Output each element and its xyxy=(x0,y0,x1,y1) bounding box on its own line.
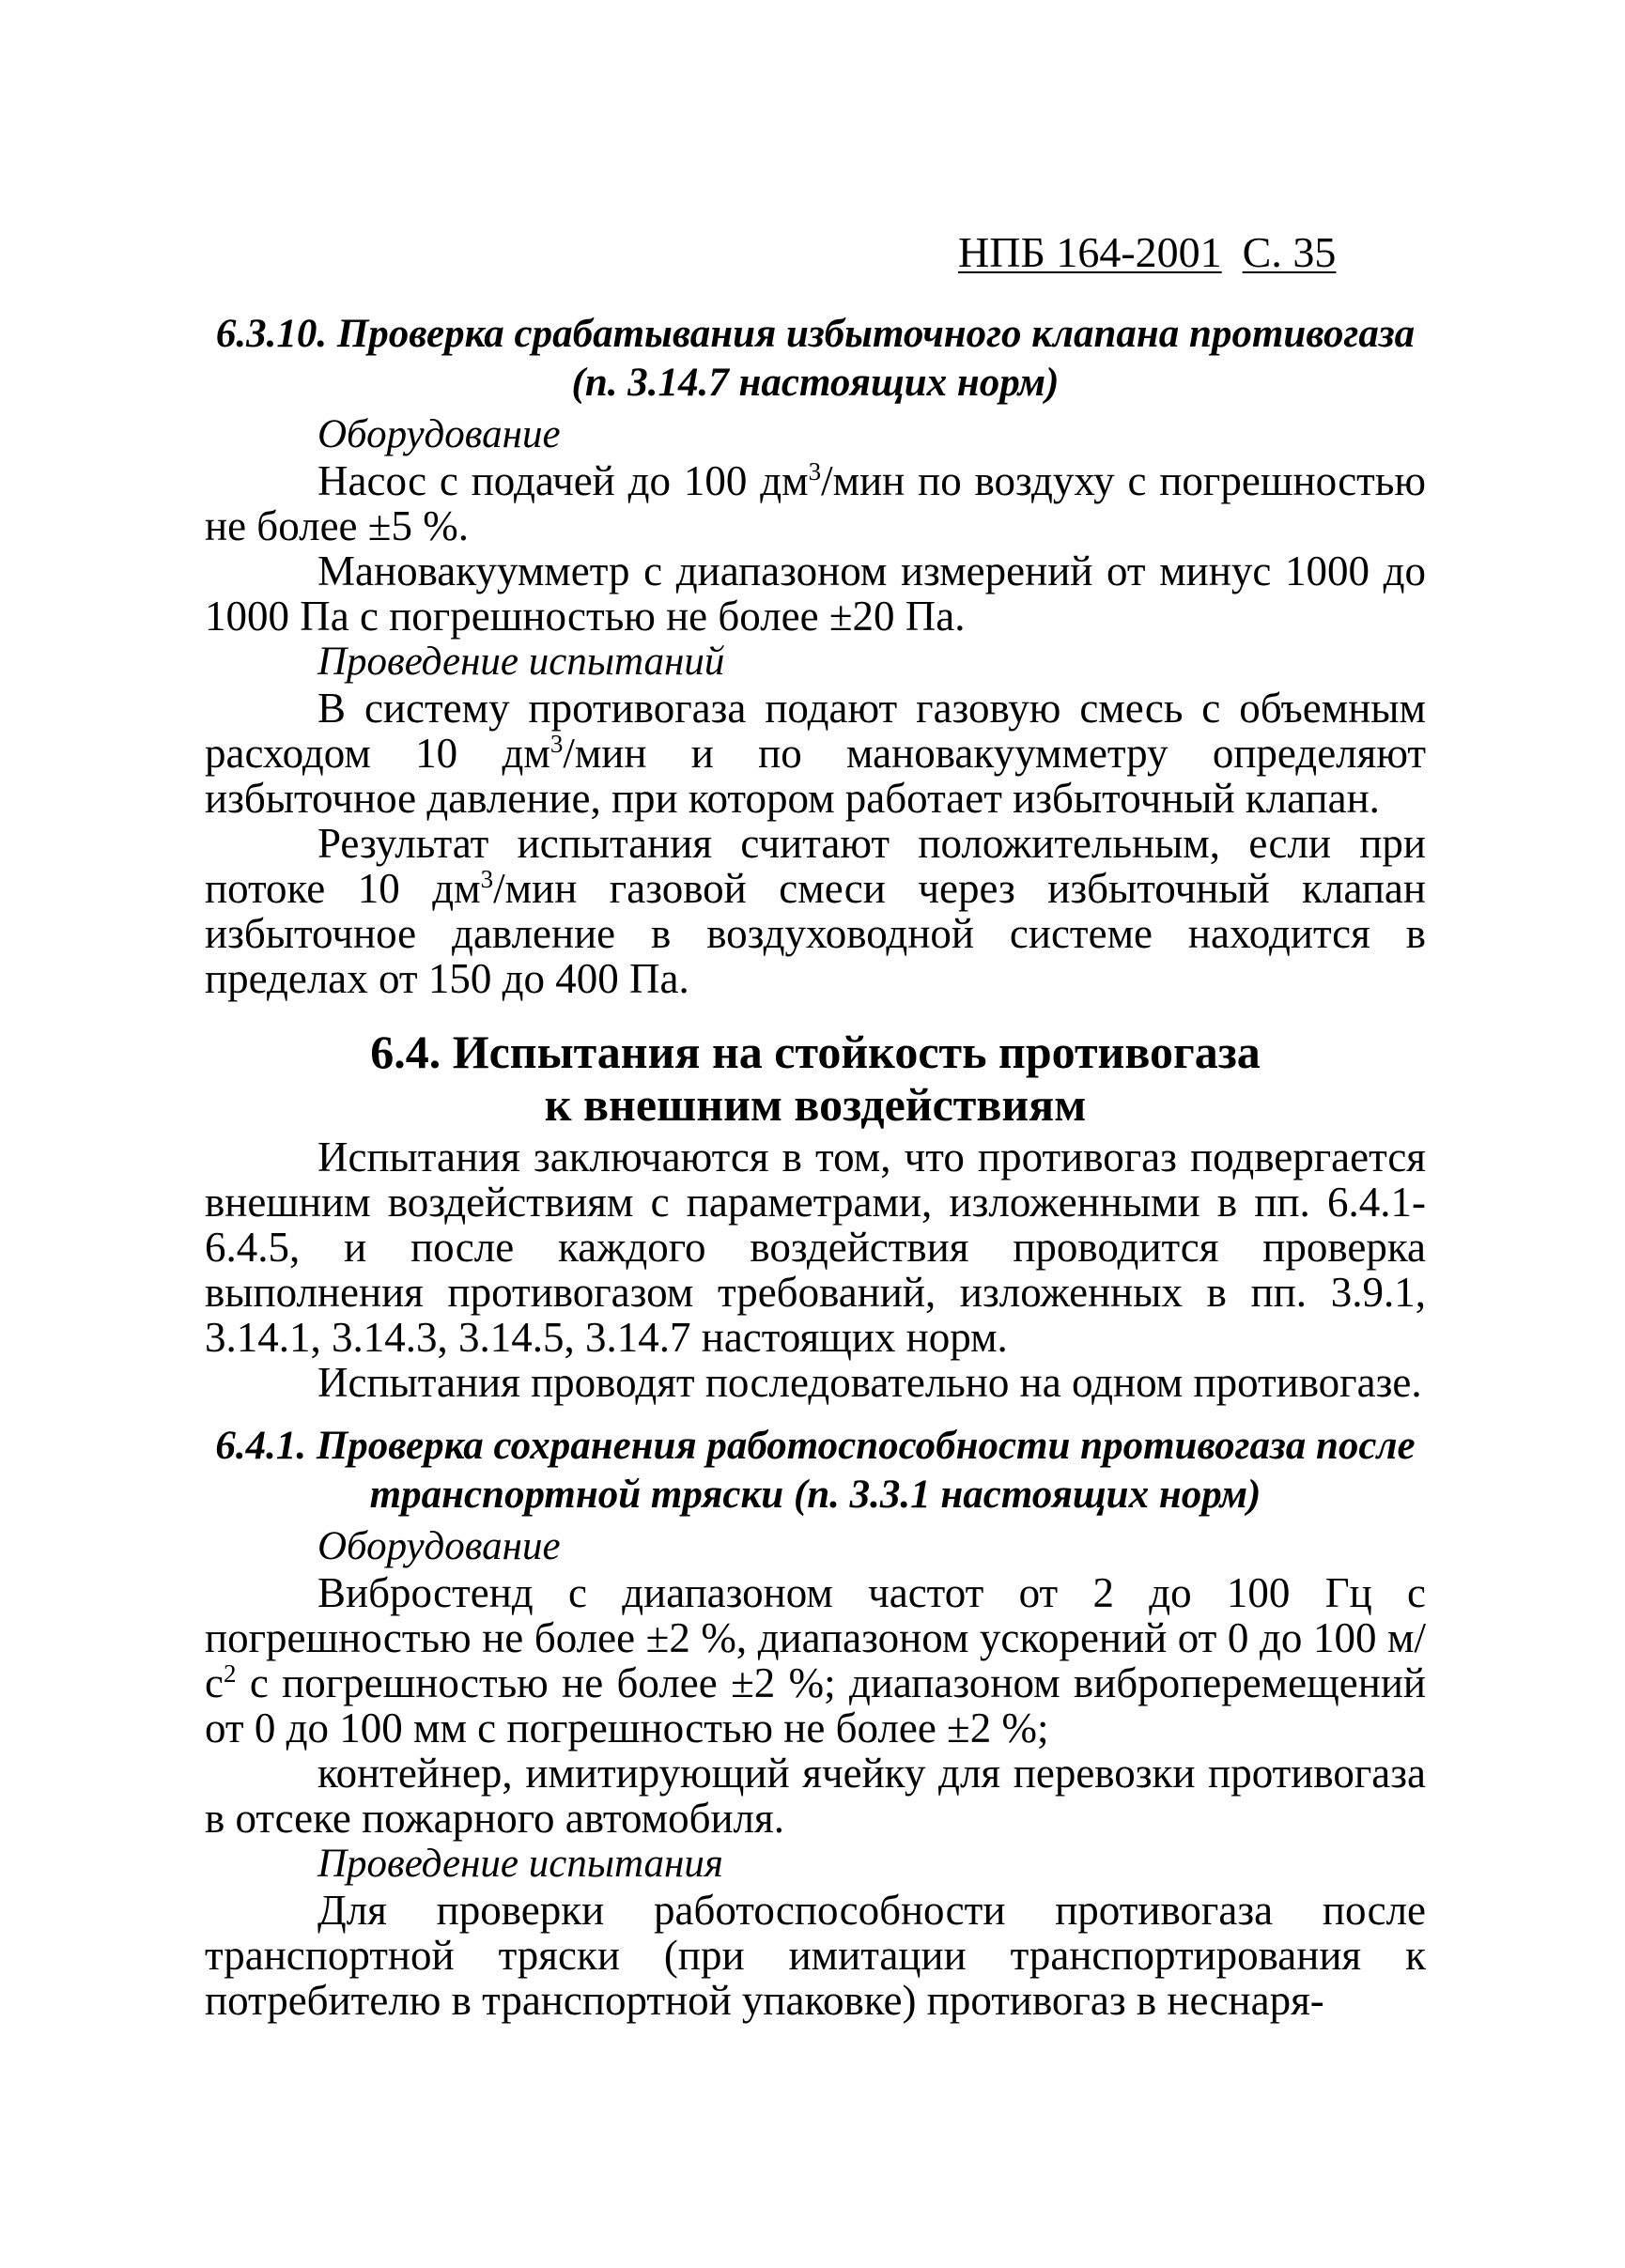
paragraph: Испытания проводят последовательно на одном противогазе. xyxy=(317,1359,1422,1406)
equipment-label: Оборудование xyxy=(317,412,561,456)
paragraph-text: с погрешностью не более ±2 %; диапазоном виброперемещений от 0 до 100 мм с погрешностью не более ±2 %; xyxy=(205,1659,1426,1751)
section-heading-line: 6.3.10. Проверка срабатывания избыточного клапана противогаза xyxy=(215,312,1416,356)
section-heading-line: 6.4.1. Проверка сохранения работоспособности противогаза после xyxy=(215,1424,1416,1468)
superscript: 3 xyxy=(549,730,564,758)
paragraph: контейнер, имитирующий ячейку для перевозки противогаза в отсеке пожарного автомобиля. xyxy=(205,1750,1426,1842)
section-heading-line: к внешним воздействиям xyxy=(544,1078,1087,1131)
paragraph xyxy=(205,686,1426,821)
paragraph: Для проверки работоспособности противогаза после транспортной тряски (при имитации транспортирования к потребителю в транспортной упаковке) противогаз в неснаря- xyxy=(205,1887,1426,2024)
document-code: НПБ 164-2001 xyxy=(958,228,1222,276)
paragraph-text: /мин по воздуху с погрешностью не более ±5 %. xyxy=(205,457,1426,549)
paragraph: Мановакуумметр с диапазоном измерений от минус 1000 до 1000 Па с погрешностью не более ±20 Па. xyxy=(205,548,1426,640)
paragraph-text: Насос с подачей до 100 дм xyxy=(317,457,809,504)
section-heading xyxy=(205,310,1426,408)
paragraph xyxy=(205,1570,1426,1751)
equipment-label: Оборудование xyxy=(317,1524,561,1568)
page-number: С. 35 xyxy=(1242,228,1337,276)
paragraph xyxy=(205,821,1426,1001)
paragraph xyxy=(205,458,1426,548)
paragraph-text: Вибростенд с диапазоном частот от 2 до 100 Гц с погрешностью не более ±2 %, диапазоном ускорений от 0 до 100 м/с xyxy=(205,1569,1426,1706)
procedure-label: Проведение испытаний xyxy=(317,640,725,684)
superscript: 3 xyxy=(480,865,494,893)
superscript: 3 xyxy=(808,457,822,486)
section-heading-line: (п. 3.14.7 настоящих норм) xyxy=(571,361,1060,405)
paragraph-text: Результат испытания считают положительным, если при потоке 10 дм xyxy=(205,820,1426,912)
section-heading xyxy=(205,1026,1426,1131)
section-6-3-10 xyxy=(205,310,1426,2023)
paragraph: Испытания заключаются в том, что противогаз подвергается внешним воздействиям с параметрами, изложенными в пп. 6.4.1-6.4.5, и после каждого воздействия проводится проверка выполнения противогазом требований, изложенных в пп. 3.9.1, 3.14.1, 3.14.3, 3.14.5, 3.14.7 настоящих норм. xyxy=(205,1134,1426,1361)
paragraph-text: /мин и по мановакуумметру определяют избыточное давление, при котором работает избыточный клапан. xyxy=(205,730,1427,822)
paragraph-text: В систему противогаза подают газовую смесь с объемным расходом 10 дм xyxy=(205,685,1426,777)
paragraph-text: /мин газовой смеси через избыточный клапан избыточное давление в воздуховодной системе находится в пределах от 150 до 400 Па. xyxy=(205,865,1426,1002)
section-heading-line: транспортной тряски (п. 3.3.1 настоящих норм) xyxy=(369,1473,1261,1517)
section-heading-line: 6.4. Испытания на стойкость противогаза xyxy=(370,1026,1261,1078)
section-heading xyxy=(205,1422,1426,1520)
procedure-label: Проведение испытания xyxy=(317,1842,723,1886)
page-header xyxy=(958,227,1418,278)
superscript: 2 xyxy=(223,1659,237,1688)
